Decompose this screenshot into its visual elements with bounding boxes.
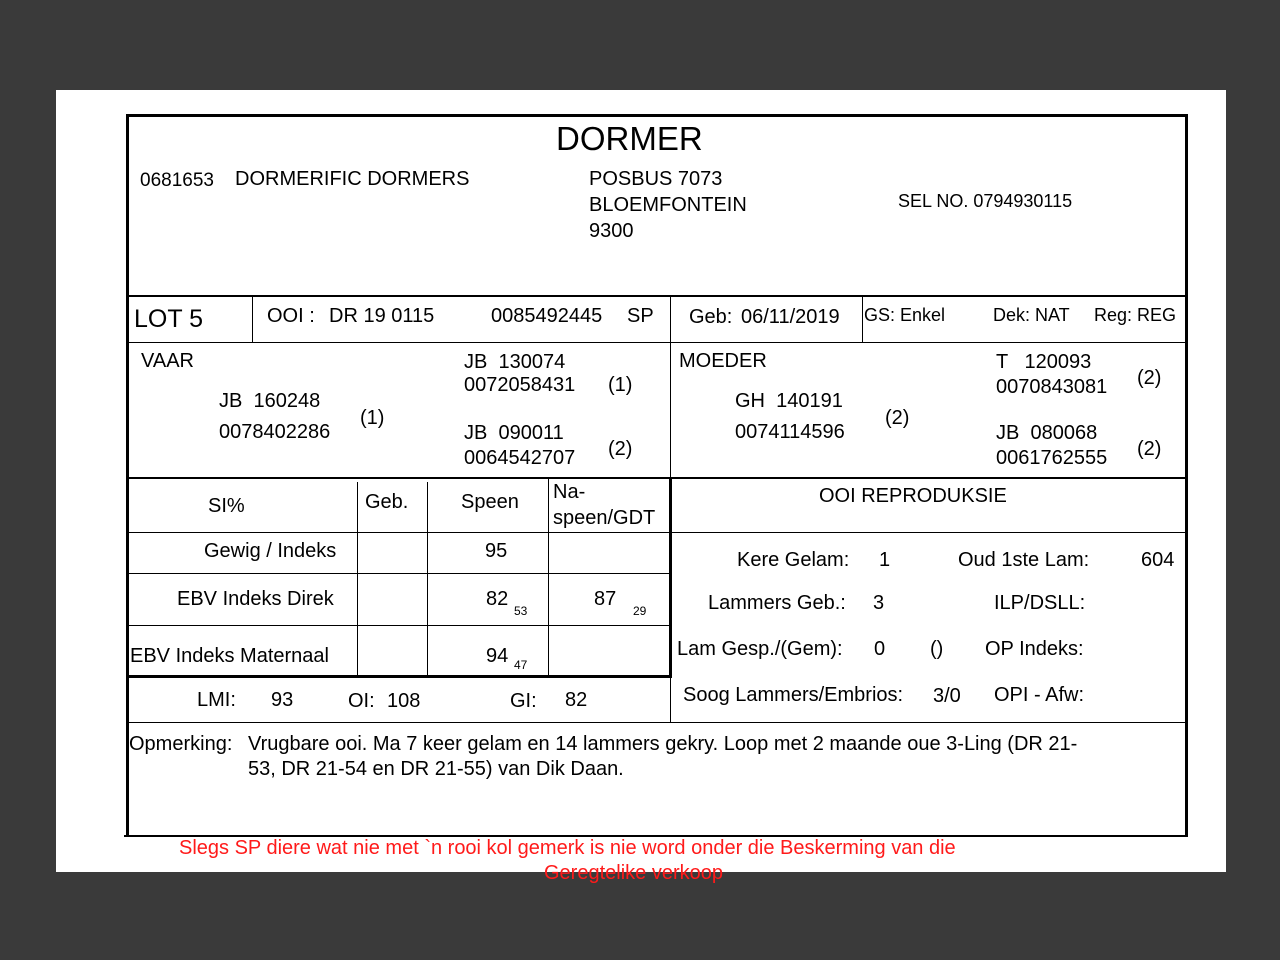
weaned-label: Lam Gesp./(Gem): xyxy=(677,638,843,660)
divider-table-header xyxy=(126,532,1188,533)
divider-row1 xyxy=(126,573,670,574)
sire-label: VAAR xyxy=(141,350,194,372)
gs-type: GS: Enkel xyxy=(864,305,946,325)
suckled-value: 3/0 xyxy=(933,685,961,707)
row-label-weight: Gewig / Indeks xyxy=(204,540,337,562)
divider-remarks xyxy=(126,722,1188,723)
age-first-lamb-value: 604 xyxy=(1141,549,1175,571)
remarks-line-2: 53, DR 21-54 en DR 21-55) van Dik Daan. xyxy=(248,758,624,780)
vline-table-1 xyxy=(357,482,358,677)
maternal-speen: 94 xyxy=(486,645,509,667)
times-lambed-value: 1 xyxy=(879,549,891,571)
header-si: SI% xyxy=(208,495,245,517)
vline-lot xyxy=(252,296,253,343)
header-geb: Geb. xyxy=(365,491,409,513)
gi-value: 82 xyxy=(565,689,588,711)
frame-left xyxy=(126,114,129,836)
animal-class: SP xyxy=(627,305,654,327)
dam-code: (2) xyxy=(885,407,910,429)
opi-label: OPI - Afw: xyxy=(994,684,1085,706)
animal-id: DR 19 0115 xyxy=(329,305,435,327)
dam-reg: 0074114596 xyxy=(735,421,845,443)
dek-type: Dek: NAT xyxy=(993,305,1070,325)
remarks-label: Opmerking: xyxy=(129,733,233,755)
owner-address-2: BLOEMFONTEIN xyxy=(589,194,747,216)
divider-lot-row xyxy=(126,342,1188,343)
remarks-line-1: Vrugbare ooi. Ma 7 keer gelam en 14 lammers gekry. Loop met 2 maande oue 3-Ling (DR 21- xyxy=(248,733,1078,755)
divider-row2 xyxy=(126,625,670,626)
vline-table-2 xyxy=(427,482,428,677)
sire-dam-code: (2) xyxy=(608,438,633,460)
dam-sire-reg: 0070843081 xyxy=(996,376,1108,398)
lot-card xyxy=(56,90,1226,884)
breed-title: DORMER xyxy=(556,120,703,157)
protection-notice: Slegs SP diere wat nie met `n rooi kol gemerk is nie word onder die Beskerming van die xyxy=(179,837,956,859)
owner-number: 0681653 xyxy=(140,170,214,191)
sire-dam-reg: 0064542707 xyxy=(464,447,576,469)
dam-sire-code: (2) xyxy=(1137,367,1162,389)
birth-label: Geb: xyxy=(689,306,733,328)
protection-notice-line-2: Geregtelike verkoop xyxy=(544,862,723,884)
dam-id: GH 140191 xyxy=(735,390,843,412)
owner-address-1: POSBUS 7073 xyxy=(589,168,723,190)
age-first-lamb-label: Oud 1ste Lam: xyxy=(958,549,1090,571)
weaned-average: () xyxy=(930,638,944,660)
lmi-label: LMI: xyxy=(197,689,236,711)
lmi-value: 93 xyxy=(271,689,294,711)
divider-row3 xyxy=(126,675,670,678)
reproduction-title: OOI REPRODUKSIE xyxy=(819,485,1007,507)
vline-gs xyxy=(862,296,863,343)
header-naspeen: Na- speen/GDT xyxy=(553,481,656,529)
dam-dam-reg: 0061762555 xyxy=(996,447,1108,469)
sire-reg: 0078402286 xyxy=(219,421,331,443)
weaned-value: 0 xyxy=(874,638,886,660)
animal-reg-number: 0085492445 xyxy=(491,305,603,327)
sire-id: JB 160248 xyxy=(219,390,321,412)
lambs-born-label: Lammers Geb.: xyxy=(708,592,846,614)
oi-value: 108 xyxy=(387,690,421,712)
header-speen: Speen xyxy=(461,491,519,513)
row-label-maternal: EBV Indeks Maternaal xyxy=(130,645,329,667)
frame-top xyxy=(126,114,1188,117)
lambs-born-value: 3 xyxy=(873,592,885,614)
op-index-label: OP Indeks: xyxy=(985,638,1084,660)
lot-number: LOT 5 xyxy=(134,305,204,333)
sire-sire-code: (1) xyxy=(608,374,633,396)
dam-dam-id: JB 080068 xyxy=(996,422,1098,444)
direct-speen: 82 xyxy=(486,588,509,610)
birth-date: 06/11/2019 xyxy=(741,306,840,328)
vline-center-bold xyxy=(669,477,672,678)
vline-table-3 xyxy=(548,478,549,677)
owner-cell: SEL NO. 0794930115 xyxy=(898,191,1073,211)
direct-naspeen-accuracy: 29 xyxy=(633,604,647,618)
row-label-direct: EBV Indeks Direk xyxy=(177,588,334,610)
frame-right xyxy=(1185,114,1188,836)
sire-sire-id: JB 130074 xyxy=(464,351,566,373)
sire-dam-id: JB 090011 xyxy=(464,422,564,444)
sex-label: OOI : xyxy=(267,305,315,327)
dam-sire-id: T 120093 xyxy=(996,351,1092,373)
reg-type: Reg: REG xyxy=(1094,305,1177,325)
times-lambed-label: Kere Gelam: xyxy=(737,549,850,571)
owner-postal-code: 9300 xyxy=(589,220,634,242)
dam-label: MOEDER xyxy=(679,350,767,372)
divider-pedigree xyxy=(126,477,1188,479)
sire-code: (1) xyxy=(360,407,385,429)
divider-header xyxy=(126,295,1188,297)
oi-label: OI: xyxy=(348,690,375,712)
owner-name: DORMERIFIC DORMERS xyxy=(235,168,470,190)
direct-naspeen: 87 xyxy=(594,588,617,610)
suckled-label: Soog Lammers/Embrios: xyxy=(683,684,904,706)
sire-sire-reg: 0072058431 xyxy=(464,374,576,396)
direct-speen-accuracy: 53 xyxy=(514,604,528,618)
dam-dam-code: (2) xyxy=(1137,438,1162,460)
gi-label: GI: xyxy=(510,690,537,712)
maternal-speen-accuracy: 47 xyxy=(514,658,528,672)
ilp-label: ILP/DSLL: xyxy=(994,592,1086,614)
weight-speen: 95 xyxy=(485,540,508,562)
